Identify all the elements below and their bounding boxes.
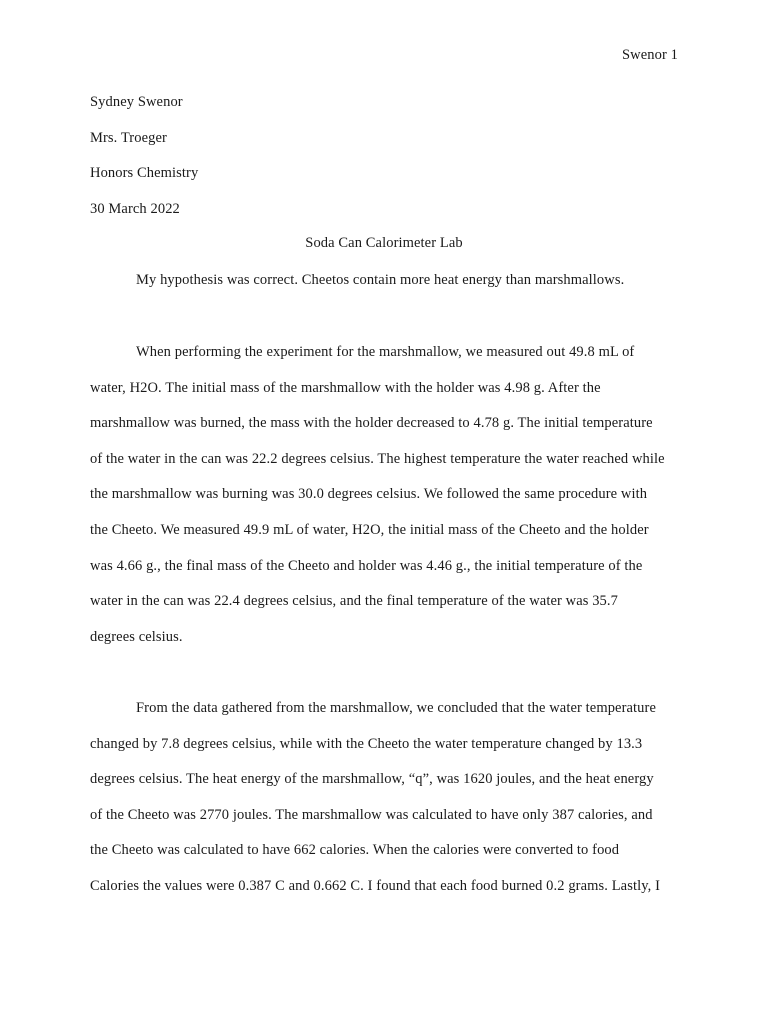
paragraph-line: marshmallow was burned, the mass with the holder decreased to 4.78 g. The initial temperature xyxy=(90,415,653,432)
hypothesis-paragraph xyxy=(90,263,682,299)
procedure-paragraph xyxy=(90,335,682,655)
document-title: Soda Can Calorimeter Lab xyxy=(305,235,463,251)
paragraph-line: changed by 7.8 degrees celsius, while with the Cheeto the water temperature changed by 13.3 xyxy=(90,735,643,752)
mla-heading xyxy=(90,93,690,235)
paragraph-line: degrees celsius. xyxy=(90,628,183,645)
paragraph-line: the Cheeto was calculated to have 662 calories. When the calories were converted to food xyxy=(90,842,620,859)
paragraph-line: When performing the experiment for the marshmallow, we measured out 49.8 mL of xyxy=(136,344,635,360)
paragraph-line: water, H2O. The initial mass of the marshmallow with the holder was 4.98 g. After the xyxy=(90,379,601,396)
paragraph-line: was 4.66 g., the final mass of the Cheeto and holder was 4.46 g., the initial temperature of the xyxy=(90,557,643,574)
paragraph-line: of the water in the can was 22.2 degrees celsius. The highest temperature the water reached while xyxy=(90,450,665,467)
course-name: Honors Chemistry xyxy=(90,165,199,181)
paragraph-line: of the Cheeto was 2770 joules. The marshmallow was calculated to have only 387 calories, and xyxy=(90,806,653,823)
running-header: Swenor 1 xyxy=(622,47,678,63)
author-name: Sydney Swenor xyxy=(90,94,183,110)
paragraph-line: degrees celsius. The heat energy of the marshmallow, “q”, was 1620 joules, and the heat energy xyxy=(90,771,654,788)
paragraph-line: Calories the values were 0.387 C and 0.662 C. I found that each food burned 0.2 grams. Lastly, I xyxy=(90,877,660,894)
paragraph-line: My hypothesis was correct. Cheetos contain more heat energy than marshmallows. xyxy=(136,272,625,288)
document-date: 30 March 2022 xyxy=(90,200,180,217)
paragraph-line: water in the can was 22.4 degrees celsius, and the final temperature of the water was 35.7 xyxy=(90,593,618,610)
instructor-name: Mrs. Troeger xyxy=(90,129,167,146)
paragraph-line: the marshmallow was burning was 30.0 degrees celsius. We followed the same procedure with xyxy=(90,486,648,503)
results-paragraph xyxy=(90,691,682,905)
paragraph-line: the Cheeto. We measured 49.9 mL of water, H2O, the initial mass of the Cheeto and the holder xyxy=(90,521,649,538)
paragraph-line: From the data gathered from the marshmallow, we concluded that the water temperature xyxy=(136,700,656,716)
